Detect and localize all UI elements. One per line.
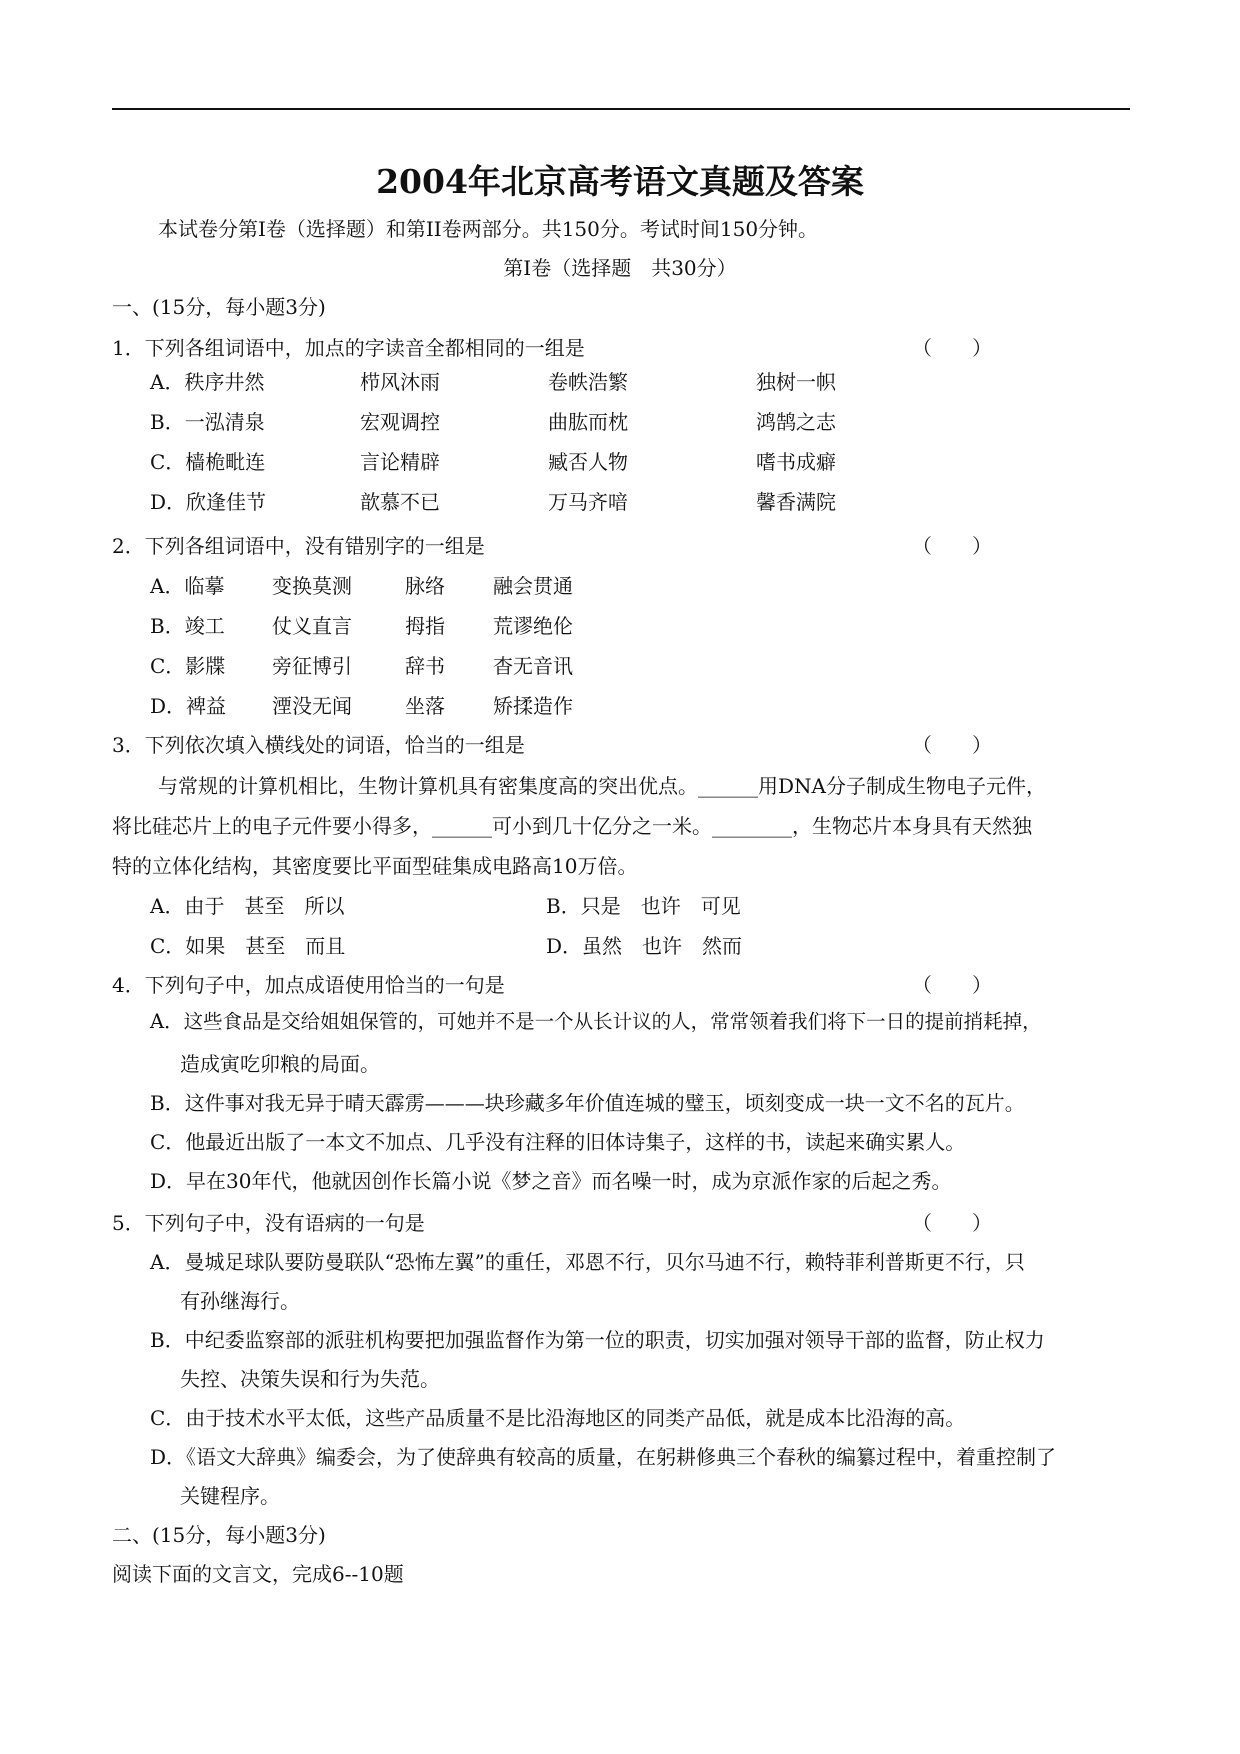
q1-option-b-1: B．一泓清泉 xyxy=(150,410,265,434)
q5-option-a-line-2: 有孙继海行。 xyxy=(180,1289,300,1313)
q2-option-d-3: 坐落 xyxy=(405,694,445,718)
q5-option-a-line-1: A．曼城足球队要防曼联队“恐怖左翼”的重任，邓恩不行，贝尔马迪不行，赖特菲利普斯更不行，只 xyxy=(150,1250,1025,1274)
q1-option-c-2: 言论精辟 xyxy=(360,450,440,474)
reading-instruction: 阅读下面的文言文，完成6--10题 xyxy=(112,1562,404,1586)
q2-option-b-2: 仗义直言 xyxy=(272,614,352,638)
q3-passage-line-2: 将比硅芯片上的电子元件要小得多，______可小到几十亿分之一米。________，生物芯片本身具有天然独 xyxy=(112,814,1032,838)
q4-stem: 4．下列句子中，加点成语使用恰当的一句是 xyxy=(112,973,505,997)
top-rule xyxy=(112,108,1130,110)
q3-option-d: D．虽然 也许 然而 xyxy=(546,934,743,958)
q4-option-d: D．早在30年代，他就因创作长篇小说《梦之音》而名噪一时，成为京派作家的后起之秀。 xyxy=(150,1169,952,1193)
q1-stem: 1．下列各组词语中，加点的字读音全都相同的一组是 xyxy=(112,336,585,360)
q2-option-b-3: 拇指 xyxy=(405,614,445,638)
q2-answer-paren: （ ） xyxy=(912,534,992,558)
q3-stem: 3．下列依次填入横线处的词语，恰当的一组是 xyxy=(112,733,525,757)
q3-option-a: A．由于 甚至 所以 xyxy=(150,894,345,918)
q1-option-b-4: 鸿鹄之志 xyxy=(756,410,836,434)
q1-option-d-3: 万马齐喑 xyxy=(548,490,628,514)
q4-option-a-line-1: A．这些食品是交给姐姐保管的，可她并不是一个从长计议的人，常常领着我们将下一日的提前捎耗掉， xyxy=(150,1010,1042,1033)
q1-option-c-4: 嗜书成癖 xyxy=(756,450,836,474)
q2-option-a-4: 融会贯通 xyxy=(493,574,573,598)
intro-text: 本试卷分第I卷（选择题）和第II卷两部分。共150分。考试时间150分钟。 xyxy=(158,217,819,241)
q2-option-c-1: C．影牒 xyxy=(150,654,226,678)
q1-option-c-3: 臧否人物 xyxy=(548,450,628,474)
q3-passage-line-1: 与常规的计算机相比，生物计算机具有密集度高的突出优点。______用DNA分子制成生物电子元件， xyxy=(158,774,1046,798)
q1-option-d-4: 馨香满院 xyxy=(756,490,836,514)
q4-option-c: C．他最近出版了一本文不加点、几乎没有注释的旧体诗集子，这样的书，读起来确实累人。 xyxy=(150,1130,966,1154)
q3-answer-paren: （ ） xyxy=(912,733,992,757)
q2-option-d-4: 矫揉造作 xyxy=(493,694,573,718)
q1-option-a-1: A．秩序井然 xyxy=(150,370,265,394)
q2-option-d-2: 湮没无闻 xyxy=(272,694,352,718)
q1-option-b-3: 曲肱而枕 xyxy=(548,410,628,434)
page-title: 2004年北京高考语文真题及答案 xyxy=(376,162,864,201)
q2-option-c-3: 辞书 xyxy=(405,654,445,678)
q3-option-b: B．只是 也许 可见 xyxy=(546,894,741,918)
q2-option-c-2: 旁征博引 xyxy=(272,654,352,678)
q4-answer-paren: （ ） xyxy=(912,973,992,997)
q2-stem: 2．下列各组词语中，没有错别字的一组是 xyxy=(112,534,485,558)
q1-option-d-1: D．欣逢佳节 xyxy=(150,490,267,514)
q4-option-b: B．这件事对我无异于晴天霹雳———块珍藏多年价值连城的璧玉，顷刻变成一块一文不名的瓦片。 xyxy=(150,1091,1025,1115)
q5-option-b-line-2: 失控、决策失误和行为失范。 xyxy=(180,1367,440,1391)
q5-option-b-line-1: B．中纪委监察部的派驻机构要把加强监督作为第一位的职责，切实加强对领导干部的监督，防止权力 xyxy=(150,1328,1045,1352)
q1-option-a-2: 栉风沐雨 xyxy=(360,370,440,394)
q1-option-a-3: 卷帙浩繁 xyxy=(548,370,628,394)
q1-option-a-4: 独树一帜 xyxy=(756,370,836,394)
q5-answer-paren: （ ） xyxy=(912,1211,992,1235)
q5-option-d-line-1: D．《语文大辞典》编委会，为了使辞典有较高的质量，在躬耕修典三个春秋的编纂过程中，着重控制了 xyxy=(150,1445,1057,1469)
q2-option-c-4: 杳无音讯 xyxy=(493,654,573,678)
q1-answer-paren: （ ） xyxy=(912,336,992,360)
q2-option-b-1: B．竣工 xyxy=(150,614,225,638)
q3-option-c: C．如果 甚至 而且 xyxy=(150,934,346,958)
section2-heading: 二、(15分，每小题3分) xyxy=(112,1523,326,1547)
q1-option-c-1: C．樯桅毗连 xyxy=(150,450,266,474)
part1-heading: 第I卷（选择题 共30分） xyxy=(503,256,737,280)
q5-option-c: C．由于技术水平太低，这些产品质量不是比沿海地区的同类产品低，就是成本比沿海的高。 xyxy=(150,1406,966,1430)
q1-option-b-2: 宏观调控 xyxy=(360,410,440,434)
q5-stem: 5．下列句子中，没有语病的一句是 xyxy=(112,1211,425,1235)
q5-option-d-line-2: 关键程序。 xyxy=(180,1484,280,1508)
q2-option-b-4: 荒谬绝伦 xyxy=(493,614,573,638)
q2-option-a-1: A．临摹 xyxy=(150,574,225,598)
q2-option-d-1: D．裨益 xyxy=(150,694,227,718)
q1-option-d-2: 歆慕不已 xyxy=(360,490,440,514)
q4-option-a-line-2: 造成寅吃卯粮的局面。 xyxy=(180,1052,380,1076)
section1-heading: 一、(15分，每小题3分) xyxy=(112,295,326,319)
q3-passage-line-3: 特的立体化结构，其密度要比平面型硅集成电路高10万倍。 xyxy=(112,854,638,878)
q2-option-a-3: 脉络 xyxy=(405,574,445,598)
q2-option-a-2: 变换莫测 xyxy=(272,574,352,598)
